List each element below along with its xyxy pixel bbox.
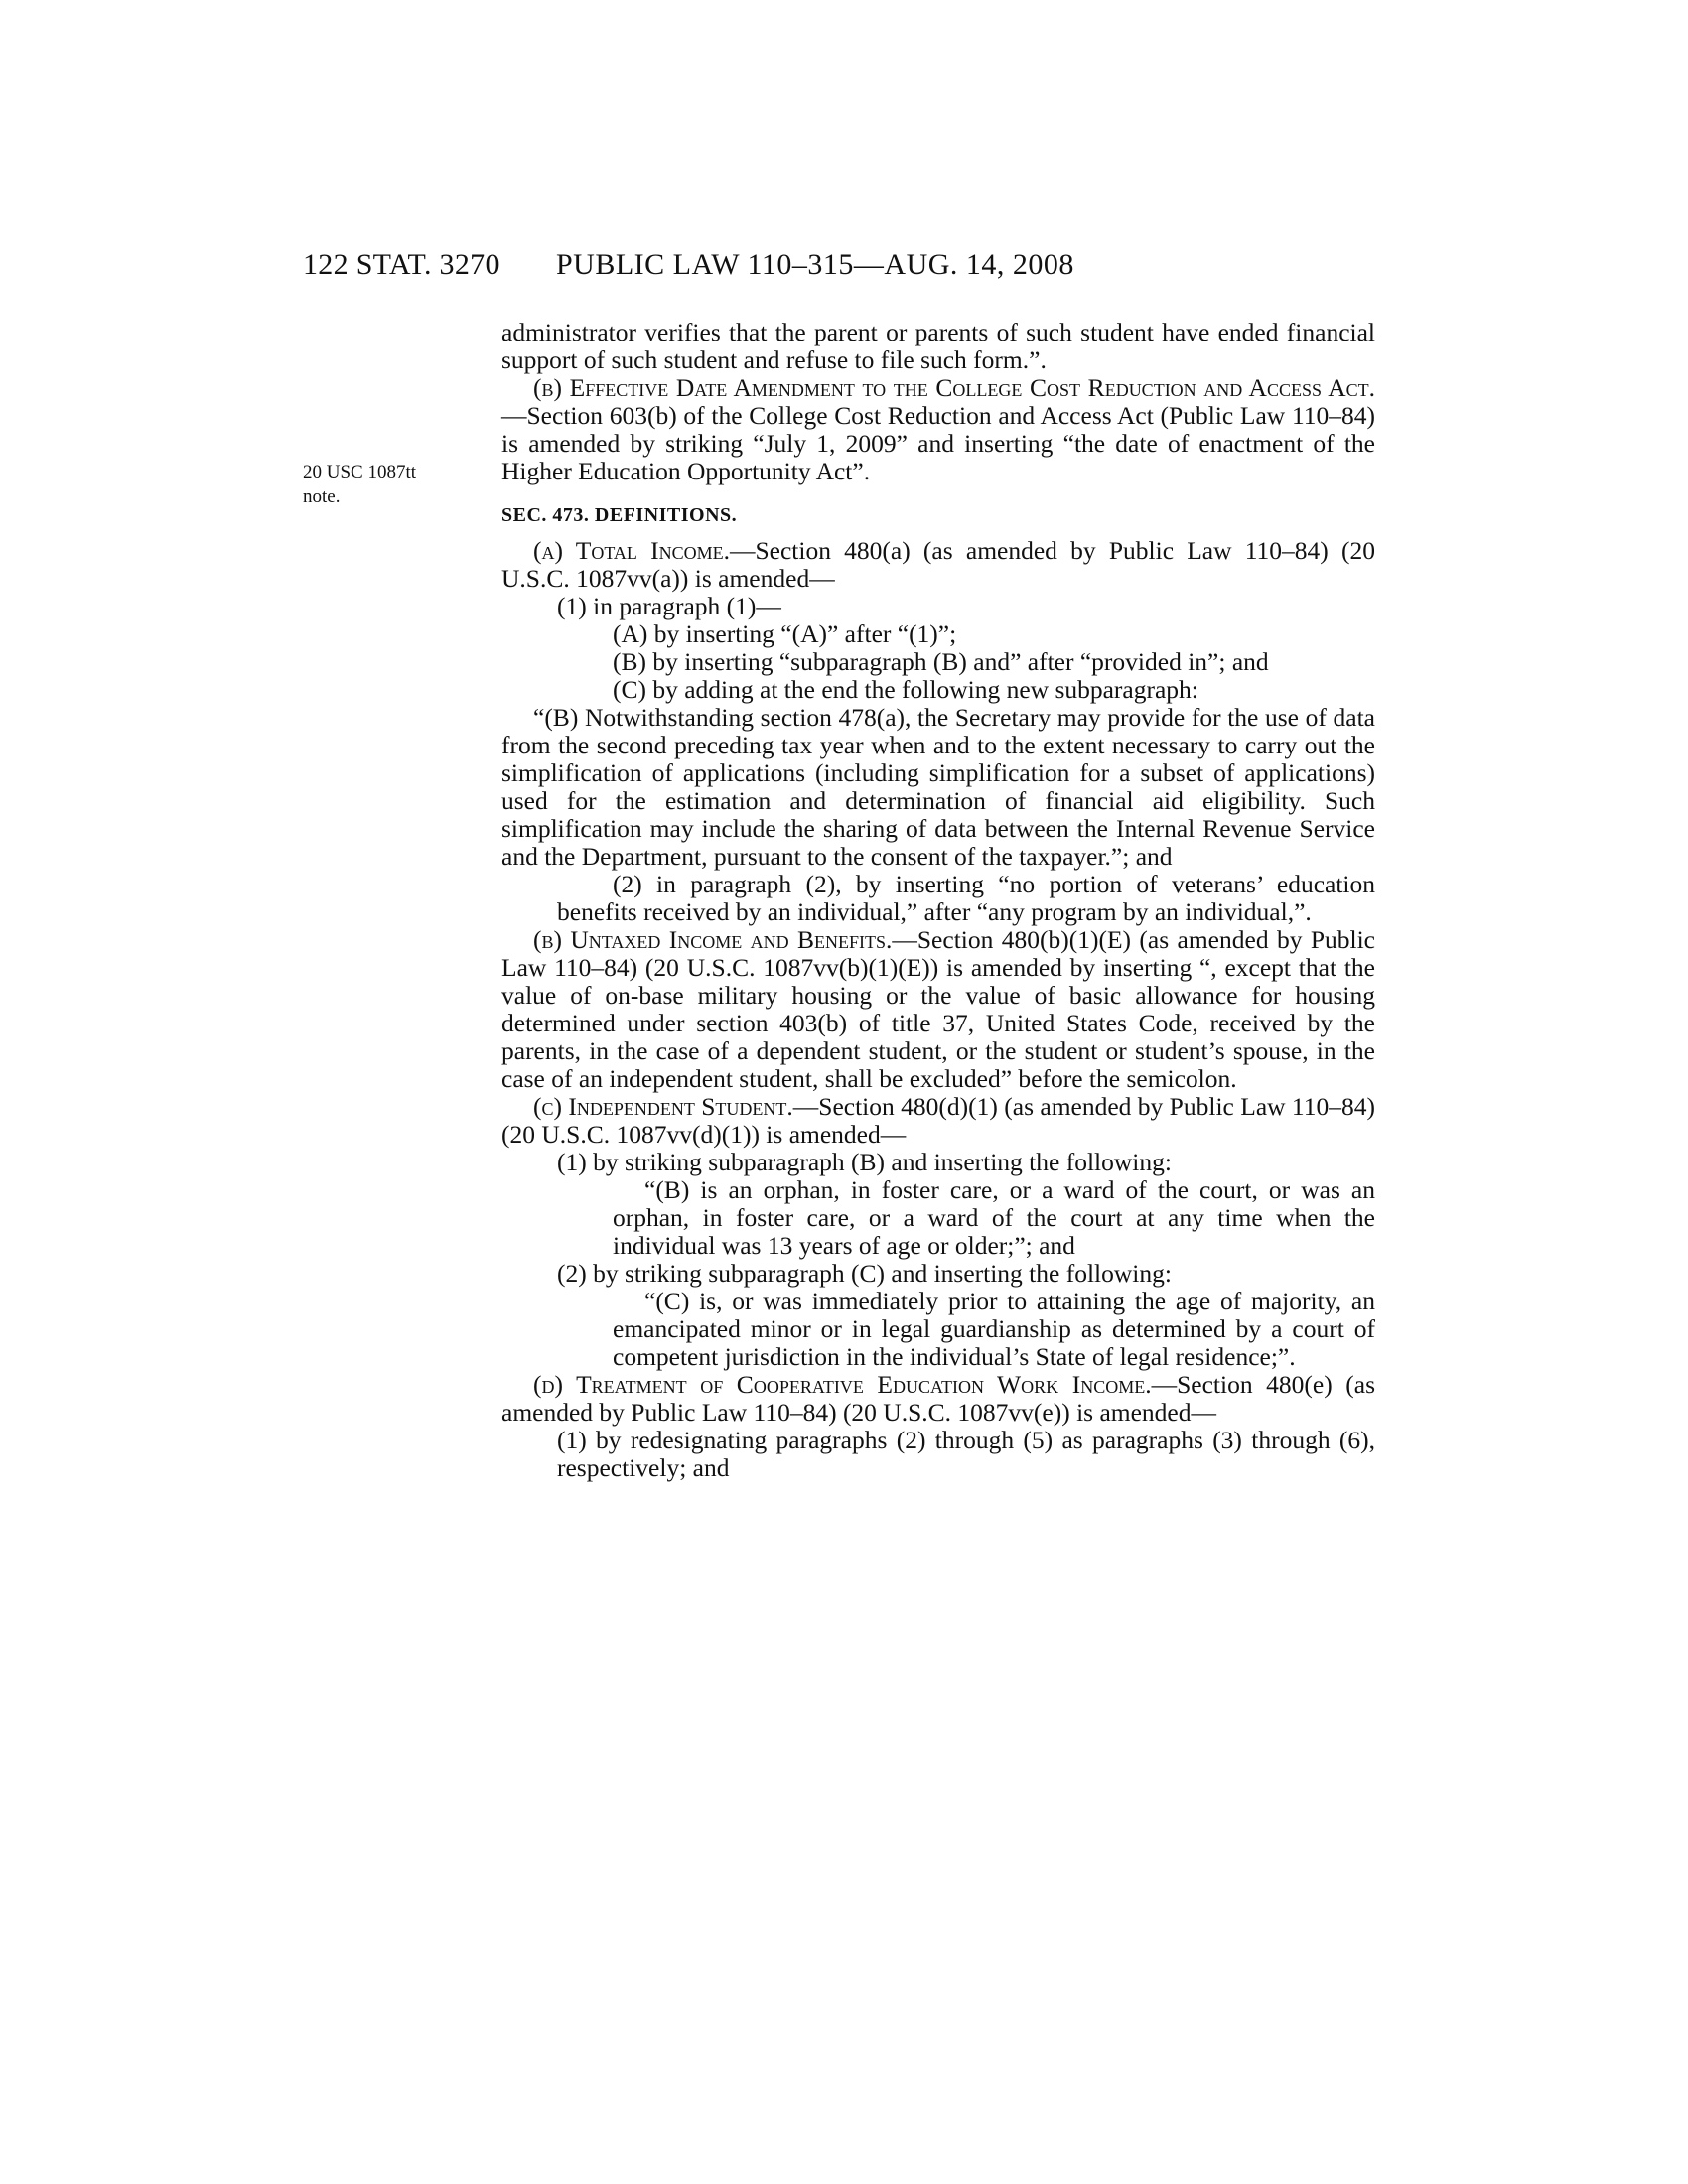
paragraph-text: —Section 480(b)(1)(E) (as amended by Public Law 110–84) (20 U.S.C. 1087vv(b)(1)(E)) is amended by inserting “, except that the value of on-base military housing or the value of basic allowance for housing determined under section 403(b) of title 37, United States Code, received by the parents, in the case of a dependent student, or the student or student’s spouse, in the case of an independent student, shall be excluded” before the semicolon.	[501, 925, 1375, 1093]
margin-note-label: note.	[303, 486, 341, 507]
subsection-heading: (a) Total Income.	[533, 536, 730, 565]
paragraph: (1) by redesignating paragraphs (2) through (5) as paragraphs (3) through (6), respectively; and	[557, 1426, 1375, 1482]
paragraph: “(B) Notwithstanding section 478(a), the Secretary may provide for the use of data from the second preceding tax year when and to the extent necessary to carry out the simplification of applications (including simplification for a subset of applications) used for the estimation and determination of financial aid eligibility. Such simplification may include the sharing of data between the Internal Revenue Service and the Department, pursuant to the consent of the taxpayer.”; and	[501, 703, 1375, 871]
paragraph: (1) in paragraph (1)—	[557, 592, 781, 620]
paragraph: “(B) is an orphan, in foster care, or a ward of the court, or was an orphan, in foster care, or a ward of the court at any time when the individual was 13 years of age or older;”; and	[613, 1175, 1375, 1260]
law-title: PUBLIC LAW 110–315—AUG. 14, 2008	[556, 248, 1074, 281]
paragraph	[501, 676, 1375, 704]
paragraph: administrator verifies that the parent or parents of such student have ended financial support of such student and refuse to file such form.”.	[501, 318, 1375, 374]
subsection-heading: (b) Untaxed Income and Benefits.	[533, 925, 893, 954]
paragraph-text: —Section 603(b) of the College Cost Reduction and Access Act (Public Law 110–84) is amended by striking “July 1, 2009” and inserting “the date of enactment of the Higher Education Opportunity Act”.	[501, 401, 1375, 485]
paragraph-text: —Section 480(d)(1) (as amended by Public Law 110–84) (20 U.S.C. 1087vv(d)(1)) is amended—	[501, 1092, 1375, 1149]
paragraph: “(C) is, or was immediately prior to attaining the age of majority, an emancipated minor or in legal guardianship as determined by a court of competent jurisdiction in the individual’s State of legal residence;”.	[613, 1287, 1375, 1371]
paragraph-text: —Section 480(e) (as amended by Public Law 110–84) (20 U.S.C. 1087vv(e)) is amended—	[501, 1370, 1375, 1427]
subsection-heading: (d) Treatment of Cooperative Education Work Income.	[533, 1370, 1152, 1399]
paragraph	[501, 648, 1375, 676]
paragraph-text: (C) by adding at the end the following new subparagraph:	[613, 675, 1198, 704]
paragraph	[501, 1093, 1375, 1149]
margin-note	[303, 460, 416, 509]
paragraph: (2) by striking subparagraph (C) and inserting the following:	[557, 1259, 1172, 1288]
paragraph-text: (2) in paragraph (2), by inserting “no portion of veterans’ education benefits received by an individual,” after “any program by an individual,”.	[557, 870, 1375, 926]
section-heading: SEC. 473. DEFINITIONS.	[501, 504, 738, 526]
subsection-heading: (c) Independent Student.	[533, 1092, 793, 1121]
paragraph	[501, 871, 1375, 926]
paragraph	[501, 1371, 1375, 1427]
document-body	[501, 319, 1375, 1482]
paragraph-text: (B) by inserting “subparagraph (B) and” after “provided in”; and	[613, 647, 1269, 676]
stat-reference: 122 STAT. 3270	[303, 248, 500, 281]
paragraph: (1) by striking subparagraph (B) and inserting the following:	[557, 1148, 1172, 1176]
paragraph	[501, 926, 1375, 1093]
paragraph: (A) by inserting “(A)” after “(1)”;	[613, 619, 957, 648]
margin-note-citation: 20 USC 1087tt	[303, 462, 417, 482]
paragraph-text: —Section 480(a) (as amended by Public Law 110–84) (20 U.S.C. 1087vv(a)) is amended—	[501, 536, 1376, 593]
subsection-heading: (b) Effective Date Amendment to the College Cost Reduction and Access Act.	[533, 373, 1375, 402]
paragraph	[501, 537, 1375, 593]
paragraph	[501, 374, 1375, 485]
